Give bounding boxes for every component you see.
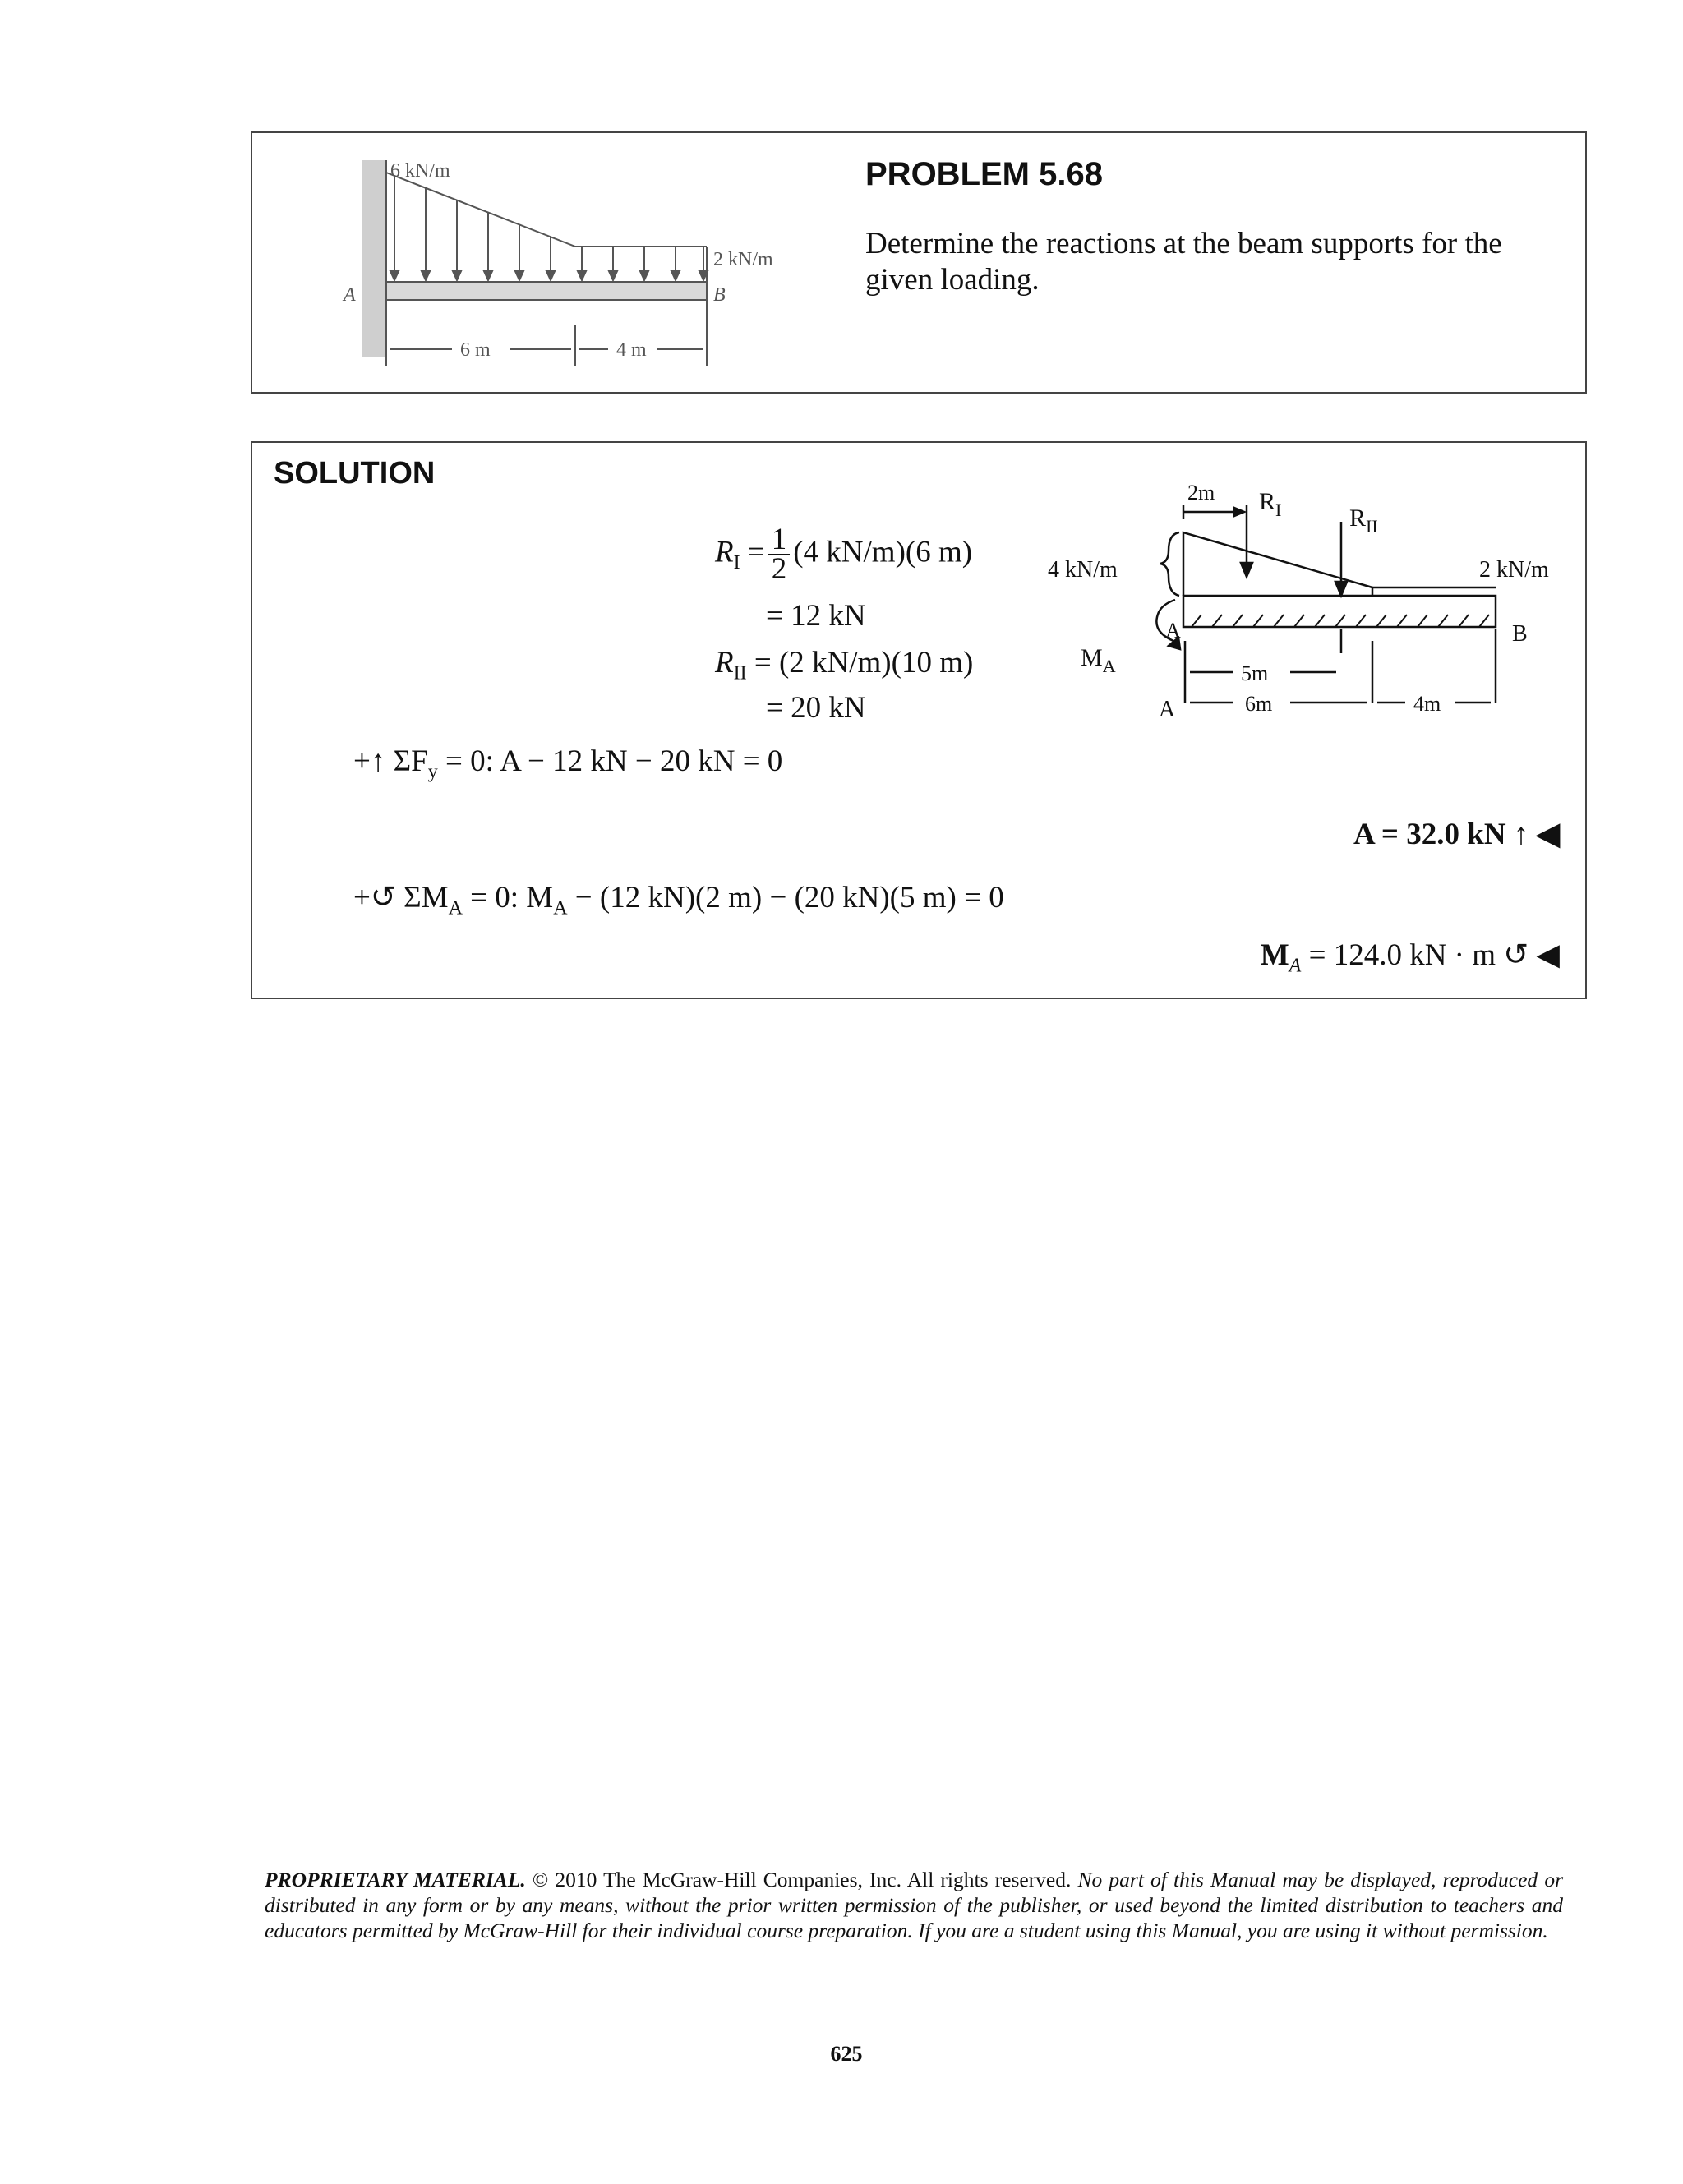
page-number: 625 (830, 2042, 863, 2066)
result-ma-symbol: M (1260, 938, 1289, 972)
solution-title: SOLUTION (274, 456, 436, 491)
sketch-point-b-label: B (1512, 621, 1528, 647)
point-a-label: A (344, 284, 356, 306)
result-ma-subscript: A (1289, 955, 1302, 977)
load-right-label: 2 kN/m (713, 249, 773, 270)
load-left-label: 6 kN/m (390, 160, 450, 182)
sketch-load-right-label: 2 kN/m (1479, 557, 1549, 583)
sketch-ma-subscript: A (1102, 656, 1116, 676)
sketch-point-a-lower-label: A (1159, 697, 1176, 722)
equation-r1-value: = 12 kN (766, 599, 866, 633)
copyright-restriction: No part of this Manual may be displayed, reproduced or distributed in any form or by any means, without the prior written permission of the publisher, or used beyond the limited distribution to teachers and educators permitted by McGraw-Hill for their individual course preparation. If you are a student using this Manual, you are using it without permission. (265, 1868, 1563, 1942)
r2-subscript: II (733, 662, 747, 684)
copyright-heading: PROPRIETARY MATERIAL. (265, 1868, 526, 1891)
equation-r2 (715, 645, 973, 684)
sum-fy-label: +↑ ΣF (353, 744, 428, 778)
fraction-numerator: 1 (768, 526, 791, 555)
problem-figure (345, 148, 805, 378)
copyright-text: © 2010 The McGraw-Hill Companies, Inc. All rights reserved. (525, 1868, 1078, 1891)
sketch-point-a-label: A (1165, 619, 1181, 643)
load-arrows (390, 176, 708, 280)
sketch-load-left-label: 4 kN/m (1048, 557, 1118, 583)
sketch-r1-label (1259, 488, 1281, 520)
fraction-half (768, 523, 791, 586)
problem-title: PROBLEM 5.68 (865, 156, 1103, 192)
sum-fy-subscript: y (427, 761, 438, 783)
dim-right-label: 4 m (616, 339, 647, 361)
free-body-diagram (1044, 477, 1570, 748)
dim-left-label: 6 m (460, 339, 491, 361)
sketch-dim-6m-label: 6m (1245, 692, 1273, 716)
sum-fy-equation: = 0: A − 12 kN − 20 kN = 0 (437, 744, 783, 778)
dimension-lines (386, 300, 707, 366)
r2-expression: = (2 kN/m)(10 m) (754, 646, 974, 680)
sketch-r2-symbol: R (1349, 505, 1367, 532)
sum-ma-label: +↺ ΣM (353, 881, 449, 915)
sum-ma-equation: = 0: M (462, 881, 554, 915)
load-outline (386, 173, 707, 247)
sum-ma-equation-subscript: A (553, 897, 568, 919)
sum-ma-equation-rest: − (12 kN)(2 m) − (20 kN)(5 m) = 0 (567, 881, 1004, 915)
sketch-r2-subscript: II (1366, 516, 1378, 537)
sketch-beam-hatching (1192, 615, 1489, 627)
sketch-r1-symbol: R (1259, 488, 1276, 515)
copyright-notice (265, 1867, 1563, 1943)
r1-expression: (4 kN/m)(6 m) (793, 535, 973, 569)
equation-r1: $R_I$ = $\frac{1}{2}$ (4 kN/m)(6 m) (715, 523, 973, 586)
sketch-ma-label (1081, 644, 1116, 676)
sketch-dim-4m-label: 4m (1413, 692, 1441, 716)
sum-ma-subscript: A (448, 897, 463, 919)
equation-sum-ma (353, 879, 1004, 919)
sketch-brace (1160, 532, 1179, 596)
sketch-dim-5m-label: 5m (1241, 661, 1269, 685)
sketch-dim-2m-label: 2m (1187, 481, 1215, 505)
sketch-ma-symbol: M (1081, 644, 1103, 671)
sketch-r1-subscript: I (1275, 500, 1282, 520)
result-ma-value: = 124.0 kN · m ↺ ◀ (1301, 938, 1560, 972)
point-b-label: B (713, 284, 726, 306)
wall-support (362, 160, 386, 357)
fraction-denominator: 2 (771, 552, 787, 586)
equation-r2-value: = 20 kN (766, 691, 866, 725)
equation-sum-fy (353, 744, 782, 783)
sketch-r2-label (1349, 505, 1378, 537)
r1-subscript: I (733, 551, 740, 574)
r2-symbol: R (715, 646, 734, 680)
r1-symbol: R (715, 535, 734, 569)
beam (386, 282, 707, 300)
result-a: A = 32.0 kN ↑ ◀ (1353, 818, 1560, 851)
problem-statement: Determine the reactions at the beam supports for the given loading. (865, 227, 1502, 297)
result-ma (1261, 937, 1560, 977)
